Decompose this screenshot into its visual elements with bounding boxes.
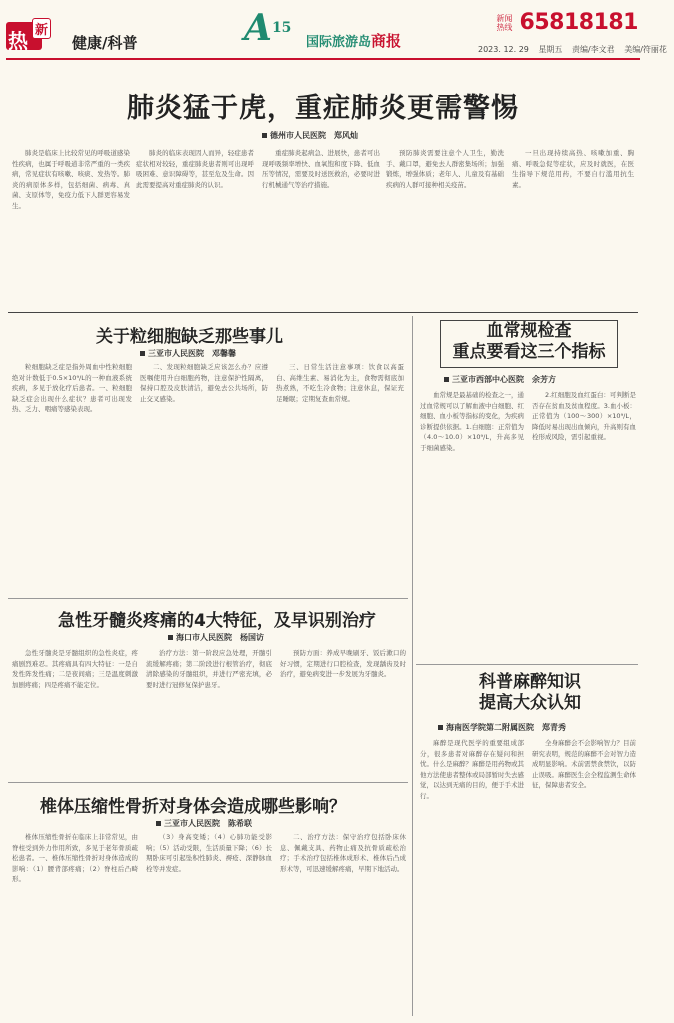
page-letter: A bbox=[244, 7, 272, 49]
section-logo bbox=[6, 16, 66, 56]
paragraph: 椎体压缩性骨折在临床上非常常见，由脊柱受到外力作用所致，多见于老年骨质疏松患者。一、椎体压缩性骨折对身体造成的影响：（1）腰背部疼痛；（2）脊柱后凸畸形。 bbox=[12, 833, 138, 883]
headline-pneumonia: 肺炎猛于虎，重症肺炎更需警惕 bbox=[127, 93, 519, 124]
headline-granulocyte: 关于粒细胞缺乏那些事儿 bbox=[96, 327, 283, 347]
article-column bbox=[12, 362, 132, 592]
article-column bbox=[512, 148, 634, 308]
byline-granulocyte: 三亚市人民医院 邓馨馨 bbox=[140, 348, 236, 359]
headline-line2: 重点要看这三个指标 bbox=[452, 342, 606, 362]
hotline-label: 新闻热线 bbox=[496, 13, 513, 32]
designer-credit: 美编/符丽花 bbox=[624, 45, 667, 54]
headline-vertebral: 椎体压缩性骨折对身体会造成哪些影响？ bbox=[40, 797, 346, 817]
column-divider bbox=[412, 316, 413, 1016]
article-column bbox=[420, 390, 524, 660]
paragraph: 肺炎是临床上比较常见的呼吸道感染性疾病，也属于呼吸道非常严重的一类疾病，常见症状有咳嗽、咳痰、发热等。肺炎的病原体多样，包括细菌、病毒、真菌、支原体等，免疫力低下人群更容易发生。 bbox=[12, 149, 130, 210]
article-column bbox=[12, 648, 138, 778]
paragraph: 血常规是最基础的检查之一，通过血常规可以了解血液中白细胞、红细胞、血小板等指标的变化，为疾病诊断提供依据。1.白细胞：正常值为（4.0～10.0）×10⁹/L，升高多见于细菌感染。 bbox=[420, 391, 524, 452]
byline-blood-routine: 三亚市西部中心医院 余芳方 bbox=[444, 374, 556, 385]
article-column bbox=[532, 390, 636, 660]
article-column bbox=[146, 648, 272, 778]
article-column bbox=[12, 148, 130, 308]
paper-name bbox=[306, 30, 401, 51]
issue-date: 2023. 12. 29 bbox=[478, 45, 529, 54]
byline-vertebral: 三亚市人民医院 陈希联 bbox=[156, 818, 252, 829]
article-column bbox=[532, 738, 636, 1018]
article-column bbox=[420, 738, 524, 1018]
section-title: 健康/科普 bbox=[72, 34, 138, 52]
paragraph: 一旦出现持续高热、咳嗽加重、胸痛、呼吸急促等症状，应及时就医，在医生指导下规范用药，不要自行滥用抗生素。 bbox=[512, 149, 634, 189]
page-digits: 15 bbox=[271, 20, 292, 36]
byline-pulpitis: 海口市人民医院 杨国访 bbox=[168, 632, 264, 643]
paragraph: 二、治疗方法：保守治疗包括卧床休息、佩戴支具、药物止痛及抗骨质疏松治疗；手术治疗包括椎体成形术、椎体后凸成形术等，可迅速缓解疼痛，早期下地活动。 bbox=[280, 833, 406, 873]
logo-text-hot: 热 bbox=[8, 29, 28, 53]
article-column bbox=[12, 832, 138, 1018]
paragraph: 治疗方法：第一阶段应急处理，开髓引流缓解疼痛；第二阶段进行根管治疗，彻底清除感染的牙髓组织，并进行严密充填，必要时进行冠修复保护患牙。 bbox=[146, 649, 272, 689]
paragraph: 预防方面：养成早晚刷牙、饭后漱口的好习惯，定期进行口腔检查，发现龋齿及时治疗，避免病变进一步发展为牙髓炎。 bbox=[280, 649, 406, 678]
paragraph: 麻醉是现代医学的重要组成部分，很多患者对麻醉存在疑问和担忧。什么是麻醉？麻醉是用药物或其他方法使患者整体或局部暂时失去感觉，以达到无痛的目的，便于手术进行。 bbox=[420, 739, 524, 800]
headline-line2: 提高大众认知 bbox=[479, 693, 581, 713]
paragraph: 急性牙髓炎是牙髓组织的急性炎症，疼痛剧烈难忍。其疼痛具有四大特征：一是自发性阵发性痛；二是夜间痛；三是温度刺激加剧疼痛；四是疼痛不能定位。 bbox=[12, 649, 138, 689]
article-column bbox=[386, 148, 504, 308]
headline-blood-routine bbox=[440, 320, 618, 368]
page-header bbox=[0, 0, 667, 62]
paragraph: （3）身高变矮；（4）心肺功能受影响；（5）活动受限，生活质量下降；（6）长期卧床可引起坠积性肺炎、褥疮、深静脉血栓等并发症。 bbox=[146, 833, 272, 873]
page-number bbox=[244, 8, 291, 48]
news-hotline bbox=[496, 10, 638, 35]
article-column bbox=[280, 648, 406, 778]
article-column bbox=[280, 832, 406, 1018]
editor-credit: 责编/李文君 bbox=[571, 45, 615, 54]
byline-pneumonia: 德州市人民医院 郑风灿 bbox=[262, 130, 358, 141]
issue-weekday: 星期五 bbox=[538, 45, 563, 54]
paragraph: 粒细胞缺乏症是指外周血中性粒细胞绝对计数低于0.5×10⁹/L的一种血液系统疾病，多见于放化疗后患者。一、粒细胞缺乏症会出现什么症状？患者可出现发热、乏力、咽痛等感染表现。 bbox=[12, 363, 132, 413]
issue-meta bbox=[478, 44, 674, 55]
paragraph: 二、发现粒细胞缺乏应该怎么办？应遵医嘱使用升白细胞药物，注意保护性隔离，保持口腔及皮肤清洁，避免去公共场所，防止交叉感染。 bbox=[140, 363, 268, 403]
headline-line1: 血常规检查 bbox=[486, 321, 572, 341]
byline-anesthesia: 海南医学院第二附属医院 郑青秀 bbox=[438, 722, 566, 733]
section-divider bbox=[8, 312, 638, 313]
paper-name-text: 国际旅游岛 bbox=[306, 35, 372, 50]
article-column bbox=[146, 832, 272, 1018]
headline-pulpitis: 急性牙髓炎疼痛的4大特征，及早识别治疗 bbox=[58, 611, 376, 631]
paragraph: 全身麻醉会不会影响智力？目前研究表明，规范的麻醉不会对智力造成明显影响。术前需禁食禁饮，以防止误吸。麻醉医生会全程监测生命体征，保障患者安全。 bbox=[532, 739, 636, 789]
article-column bbox=[276, 362, 404, 592]
paper-brand: 商报 bbox=[371, 32, 402, 50]
hotline-number: 65818181 bbox=[519, 10, 638, 35]
headline-anesthesia bbox=[444, 672, 616, 716]
paragraph: 2.红细胞及血红蛋白：可判断是否存在贫血及贫血程度。3.血小板：正常值为（100～300）×10⁹/L，降低时易出现出血倾向，升高则有血栓形成风险，需引起重视。 bbox=[532, 391, 636, 441]
section-divider bbox=[8, 598, 408, 599]
section-divider bbox=[8, 782, 408, 783]
article-column bbox=[262, 148, 380, 308]
paragraph: 预防肺炎需要注意个人卫生，勤洗手、戴口罩，避免去人群密集场所；加强锻炼，增强体质；老年人、儿童及有基础疾病的人群可接种相关疫苗。 bbox=[386, 149, 504, 189]
header-divider bbox=[6, 58, 640, 60]
paragraph: 三、日常生活注意事项：饮食以高蛋白、高维生素、易消化为主，食物需彻底加热煮熟，不吃生冷食物；注意休息，保证充足睡眠；定期复查血常规。 bbox=[276, 363, 404, 403]
article-column bbox=[136, 148, 254, 308]
article-column bbox=[140, 362, 268, 592]
headline-line1: 科普麻醉知识 bbox=[479, 672, 581, 692]
paragraph: 肺炎的临床表现因人而异，轻症患者症状相对较轻，重症肺炎患者则可出现呼吸困难、意识障碍等，甚至危及生命。因此需要提高对重症肺炎的认识。 bbox=[136, 149, 254, 189]
section-divider bbox=[416, 664, 638, 665]
logo-text-new: 新 bbox=[32, 18, 51, 39]
paragraph: 重症肺炎起病急、进展快，患者可出现呼吸频率增快、血氧饱和度下降、低血压等情况，需要及时送医救治，必要时进行机械通气等治疗措施。 bbox=[262, 149, 380, 189]
